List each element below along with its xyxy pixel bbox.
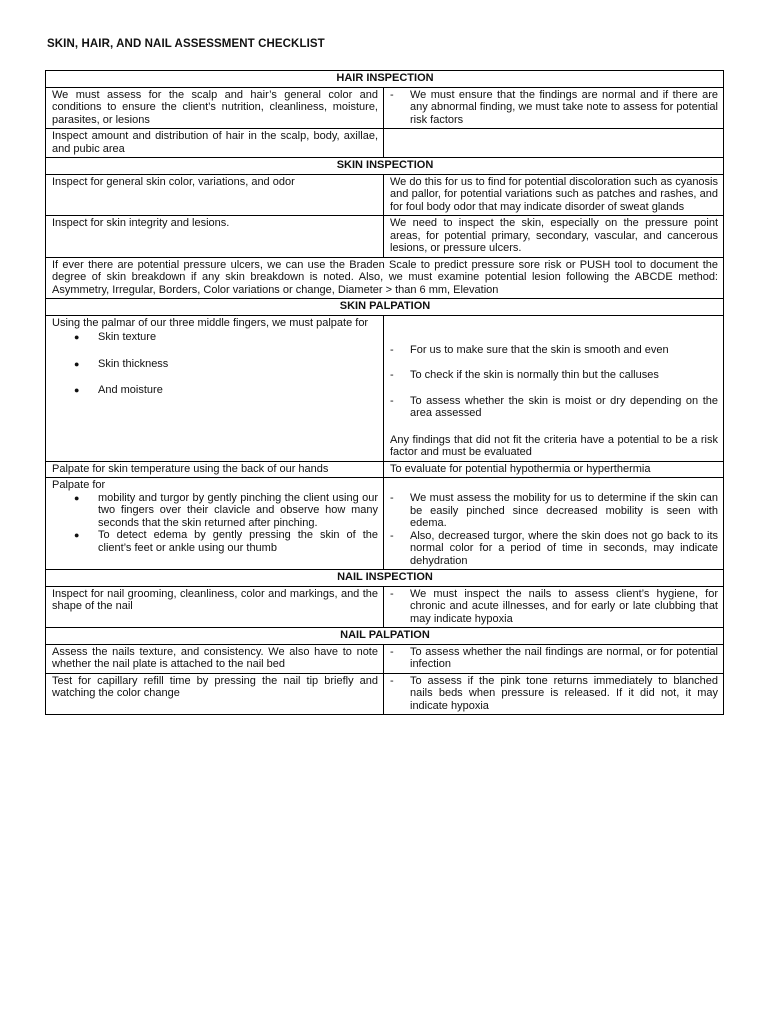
table-row bbox=[46, 174, 724, 216]
bullet-icon: ● bbox=[74, 385, 80, 395]
dash-marker: - bbox=[390, 492, 394, 504]
section-header-row bbox=[46, 570, 724, 587]
skin-palp-row1-bullets: ● Skin texture ● Skin thickness ● And moisture bbox=[52, 331, 378, 397]
nail-inspection-header: NAIL INSPECTION bbox=[46, 570, 724, 587]
nail-palp-row2-procedure: Test for capillary refill time by pressing the nail tip briefly and watching the color change bbox=[46, 673, 384, 715]
table-row bbox=[46, 478, 724, 570]
skin-insp-row2-procedure: Inspect for skin integrity and lesions. bbox=[46, 216, 384, 258]
hair-inspection-header: HAIR INSPECTION bbox=[46, 71, 724, 88]
skin-palp-row1-intro: Using the palmar of our three middle fingers, we must palpate for bbox=[52, 316, 369, 329]
skin-insp-row2-rationale: We need to inspect the skin, especially on the pressure point areas, for potential primary, secondary, vascular, and cancerous lesions, or pressure ulcers. bbox=[384, 216, 724, 258]
dash-marker: - bbox=[390, 343, 394, 356]
skin-palp-row3-procedure bbox=[46, 478, 384, 570]
hair-row2-procedure: Inspect amount and distribution of hair in the scalp, body, axillae, and pubic area bbox=[46, 129, 384, 158]
dash-marker: - bbox=[390, 674, 394, 687]
dash-marker: - bbox=[390, 369, 394, 381]
dash-marker: - bbox=[390, 645, 394, 658]
skin-insp-row1-rationale: We do this for us to find for potential discoloration such as cyanosis and pallor, for potential variations such as patches and rashes, and for foul body odor that may indicate disorder of sweat glands bbox=[384, 174, 724, 216]
section-header-row bbox=[46, 158, 724, 175]
skin-insp-note: If ever there are potential pressure ulcers, we can use the Braden Scale to predict pressure sore risk or PUSH tool to document the degree of skin breakdown if any skin breakdown is noted. Also, we must examine potential lesion following the ABCDE method: Asymmetry, Irregular, Borders, Color variations or change, Diameter > than 6 mm, Elevation bbox=[46, 257, 724, 299]
skin-inspection-header: SKIN INSPECTION bbox=[46, 158, 724, 175]
hair-row1-procedure: We must assess for the scalp and hair’s general color and conditions to ensure the client’s nutrition, cleanliness, moisture, parasites, or lesions bbox=[46, 87, 384, 129]
table-row bbox=[46, 315, 724, 461]
dash-marker: - bbox=[390, 88, 394, 101]
skin-palp-row3-bullets: ● mobility and turgor by gently pinching the client using our two fingers over their clavicle and observe how many seconds that the skin returned after pinching. ● To detect edema by gently pressing the skin of the client’s feet or ankle using our thumb bbox=[52, 492, 378, 555]
table-row bbox=[46, 644, 724, 673]
dash-marker: - bbox=[390, 529, 394, 542]
skin-palp-row1-note: Any findings that did not fit the criteria have a potential to be a risk factor and must be evaluated bbox=[390, 433, 718, 458]
table-row bbox=[46, 673, 724, 715]
skin-palp-row1-procedure bbox=[46, 315, 384, 461]
skin-palp-row3-rationale: - We must assess the mobility for us to determine if the skin can be easily pinched since decreased mobility is seen with edema. - Also, decreased turgor, where the skin does not go back to its normal color for a period of time in seconds, may indicate dehydration bbox=[384, 478, 724, 570]
nail-insp-row1-rationale: - We must inspect the nails to assess client’s hygiene, for chronic and acute illnesses, and for early or late clubbing that may indicate hypoxia bbox=[384, 586, 724, 628]
section-header-row bbox=[46, 628, 724, 645]
table-row bbox=[46, 257, 724, 299]
bullet-icon: ● bbox=[74, 530, 80, 540]
dash-marker: - bbox=[390, 394, 394, 407]
nail-palpation-header: NAIL PALPATION bbox=[46, 628, 724, 645]
nail-palp-row2-rationale: - To assess if the pink tone returns immediately to blanched nails beds when pressure is released. If it did not, it may indicate hypoxia bbox=[384, 673, 724, 715]
hair-row1-rationale: - We must ensure that the findings are normal and if there are any abnormal finding, we must take note to assess for potential risk factors bbox=[384, 87, 724, 129]
nail-insp-row1-procedure: Inspect for nail grooming, cleanliness, color and markings, and the shape of the nail bbox=[46, 586, 384, 628]
dash-marker: - bbox=[390, 587, 394, 600]
table-row bbox=[46, 216, 724, 258]
table-row bbox=[46, 129, 724, 158]
hair-row2-rationale bbox=[384, 129, 724, 158]
table-row bbox=[46, 586, 724, 628]
skin-palp-row2-rationale: To evaluate for potential hypothermia or hyperthermia bbox=[384, 461, 724, 478]
skin-insp-row1-procedure: Inspect for general skin color, variations, and odor bbox=[46, 174, 384, 216]
table-row bbox=[46, 87, 724, 129]
skin-palpation-header: SKIN PALPATION bbox=[46, 299, 724, 316]
skin-palp-row3-intro: Palpate for bbox=[52, 479, 106, 491]
bullet-icon: ● bbox=[74, 492, 80, 503]
skin-palp-row1-rationale: - For us to make sure that the skin is smooth and even - To check if the skin is normally thin but the calluses - To assess whether the skin is moist or dry depending on the area assessed Any findings that did not fit the criteria have a potential to be a risk factor and must be evaluated bbox=[384, 315, 724, 461]
bullet-icon: ● bbox=[74, 358, 80, 369]
section-header-row bbox=[46, 71, 724, 88]
section-header-row bbox=[46, 299, 724, 316]
assessment-checklist-table bbox=[45, 70, 724, 715]
skin-palp-row2-procedure: Palpate for skin temperature using the back of our hands bbox=[46, 461, 384, 478]
page-title: SKIN, HAIR, AND NAIL ASSESSMENT CHECKLIST bbox=[47, 38, 325, 50]
bullet-icon: ● bbox=[74, 332, 80, 342]
nail-palp-row1-rationale: - To assess whether the nail findings are normal, or for potential infection bbox=[384, 644, 724, 673]
nail-palp-row1-procedure: Assess the nails texture, and consistency. We also have to note whether the nail plate is attached to the nail bed bbox=[46, 644, 384, 673]
table-row bbox=[46, 461, 724, 478]
